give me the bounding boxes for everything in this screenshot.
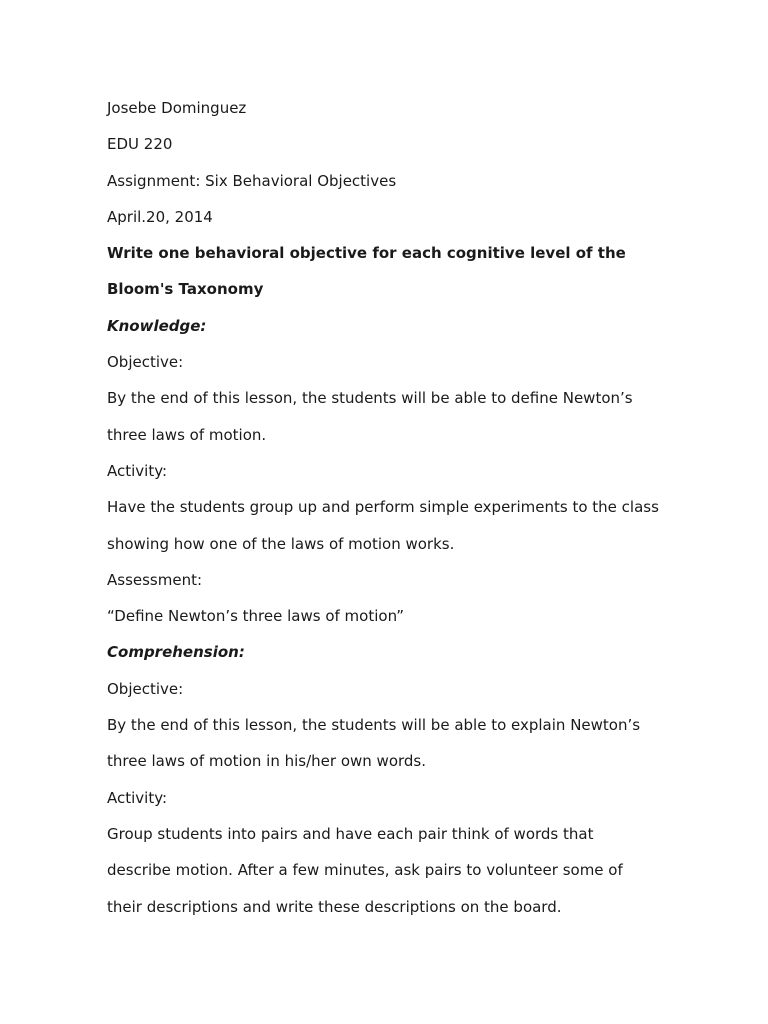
- knowledge-activity-text-1: Have the students group up and perform simple experiments to the class: [107, 498, 659, 517]
- knowledge-activity-label: Activity:: [107, 461, 168, 480]
- knowledge-objective-text-2: three laws of motion.: [107, 425, 267, 444]
- knowledge-activity-text-2: showing how one of the laws of motion works.: [107, 534, 455, 553]
- knowledge-assessment-label: Assessment:: [107, 570, 203, 589]
- comprehension-activity-text-2: describe motion. After a few minutes, ask pairs to volunteer some of: [107, 861, 623, 880]
- comprehension-activity-text-1: Group students into pairs and have each pair think of words that: [107, 824, 594, 843]
- knowledge-objective-label: Objective:: [107, 353, 184, 372]
- comprehension-activity-text-3: their descriptions and write these descriptions on the board.: [107, 897, 562, 916]
- assignment-title: Assignment: Six Behavioral Objectives: [107, 171, 397, 190]
- knowledge-assessment-text: “Define Newton’s three laws of motion”: [107, 607, 405, 626]
- comprehension-objective-label: Objective:: [107, 679, 184, 698]
- prompt-line-2: Bloom's Taxonomy: [107, 280, 264, 299]
- knowledge-objective-text-1: By the end of this lesson, the students will be able to define Newton’s: [107, 389, 633, 408]
- author-name: Josebe Dominguez: [107, 99, 247, 117]
- course-code: EDU 220: [107, 135, 173, 154]
- assignment-date: April.20, 2014: [107, 207, 213, 226]
- comprehension-objective-text-2: three laws of motion in his/her own words.: [107, 752, 427, 771]
- comprehension-objective-text-1: By the end of this lesson, the students will be able to explain Newton’s: [107, 716, 641, 735]
- knowledge-heading: Knowledge:: [107, 316, 207, 335]
- comprehension-activity-label: Activity:: [107, 788, 168, 807]
- prompt-line-1: Write one behavioral objective for each cognitive level of the: [107, 244, 626, 263]
- document-page: [107, 90, 707, 925]
- comprehension-heading: Comprehension:: [107, 643, 245, 662]
